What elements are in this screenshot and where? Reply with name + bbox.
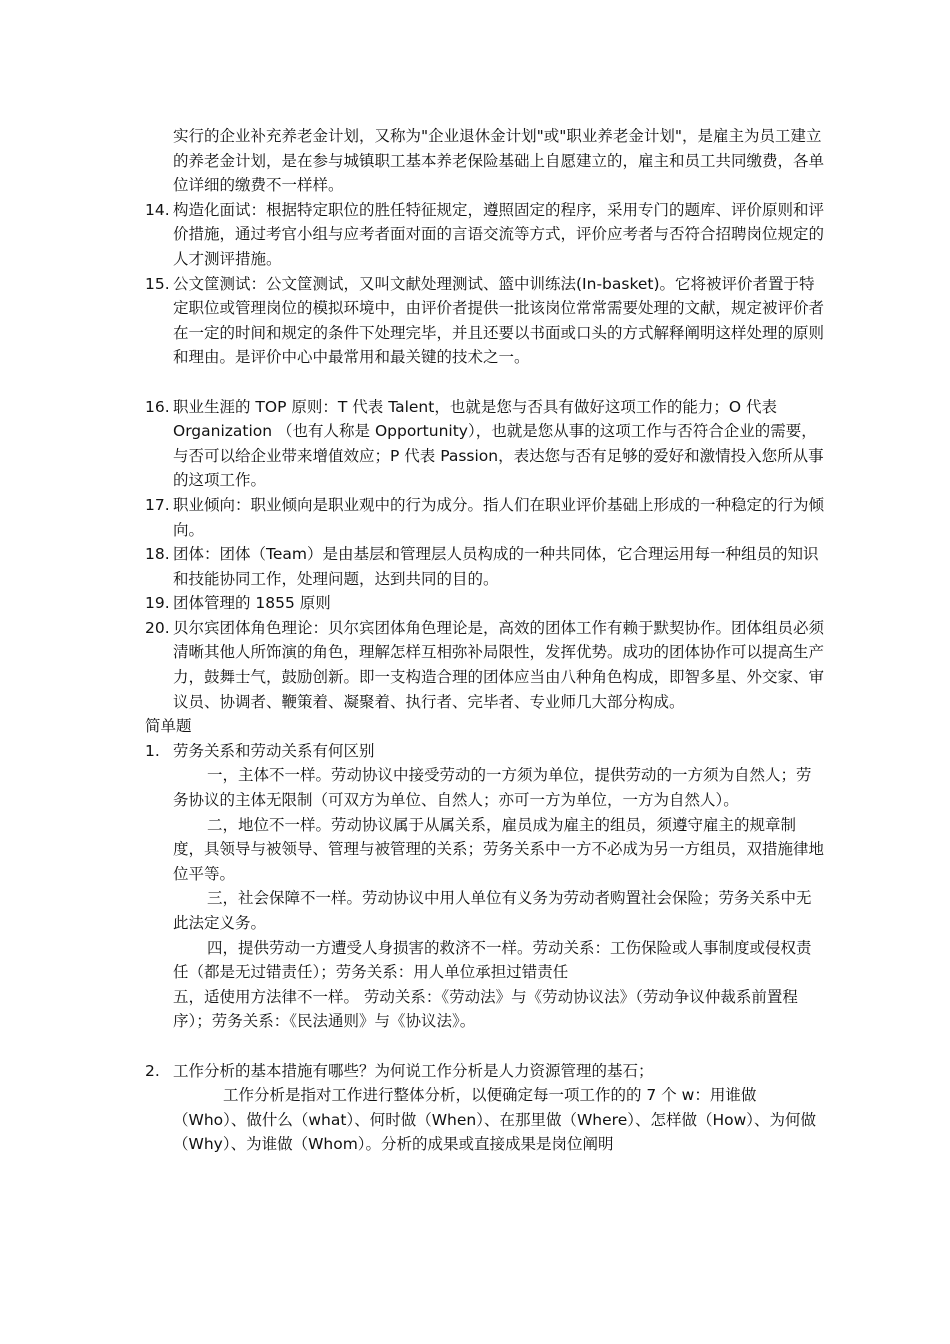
blank-line (145, 1034, 825, 1059)
list-item-15 (145, 272, 825, 370)
answer-paragraph: 一，主体不一样。劳动协议中接受劳动的一方须为单位，提供劳动的一方须为自然人；劳务协议的主体无限制（可双方为单位、自然人；亦可一方为单位，一方为自然人）。 (173, 766, 812, 810)
question-2 (145, 1059, 825, 1084)
list-text: 团体：团体（Team）是由基层和管理层人员构成的一种共同体，它合理运用每一种组员的知识和技能协同工作，处理问题，达到共同的目的。 (173, 545, 819, 588)
list-number: 18. (145, 545, 170, 564)
answer-paragraph: 工作分析是指对工作进行整体分析，以便确定每一项工作的的 7 个 w：用谁做（Who）、做什么（what）、何时做（When）、在那里做（Where）、怎样做（How）、为何做（Why）、为谁做（Whom）。分析的成果或直接成果是岗位阐明 (173, 1086, 817, 1154)
list-number: 15. (145, 274, 170, 293)
list-item-16 (145, 395, 825, 493)
answer-paragraph: 四，提供劳动一方遭受人身损害的救济不一样。劳动关系：工伤保险或人事制度或侵权责任（都是无过错责任）；劳务关系：用人单位承担过错责任 (173, 938, 812, 982)
question-title: 工作分析的基本措施有哪些？为何说工作分析是人力资源管理的基石； (173, 1061, 654, 1080)
continuation-paragraph: 实行的企业补充养老金计划，又称为"企业退休金计划"或"职业养老金计划"，是雇主为员工建立的养老金计划，是在参与城镇职工基本养老保险基础上自愿建立的，雇主和员工共同缴费，各单位详细的缴费不一样样。 (173, 127, 825, 195)
list-number: 20. (145, 618, 170, 637)
list-text: 团体管理的 1855 原则 (173, 594, 331, 613)
question-title: 劳务关系和劳动关系有何区别 (173, 741, 375, 760)
answer-paragraph: 三，社会保障不一样。劳动协议中用人单位有义务为劳动者购置社会保险；劳务关系中无此法定义务。 (173, 889, 812, 932)
answer-paragraph: 二，地位不一样。劳动协议属于从属关系，雇员成为雇主的组员，须遵守雇主的规章制度，具领导与被领导、管理与被管理的关系；劳务关系中一方不必成为另一方组员，双措施律地位平等。 (173, 815, 825, 883)
question-1 (145, 739, 825, 764)
list-item-18 (145, 542, 825, 591)
list-item-17 (145, 493, 825, 542)
list-item-19 (145, 591, 825, 616)
list-text: 职业倾向：职业倾向是职业观中的行为成分。指人们在职业评价基础上形成的一种稳定的行为倾向。 (173, 495, 825, 539)
list-item-20 (145, 616, 825, 714)
list-number: 19. (145, 594, 170, 613)
question-number: 2. (145, 1061, 160, 1080)
document-body (145, 124, 825, 1157)
list-item-14 (145, 198, 825, 272)
list-number: 17. (145, 495, 170, 514)
list-text: 公文筐测试：公文筐测试，又叫文献处理测试、篮中训练法(In-basket)。它将被评价者置于特定职位或管理岗位的模拟环境中，由评价者提供一批该岗位常常需要处理的文献，规定被评价者在一定的时间和规定的条件下处理完毕，并且还要以书面或口头的方式解释阐明这样处理的原则和理由。是评价中心中最常用和最关键的技术之一。 (173, 274, 825, 367)
list-number: 14. (145, 200, 170, 219)
list-text: 职业生涯的 TOP 原则：T 代表 Talent，也就是您与否具有做好这项工作的能力；O 代表 Organization （也有人称是 Opportunity），也就是您从事的这项工作与否符合企业的需要，与否可以给企业带来增值效应；P 代表 Passion，表达您与否有足够的爱好和激情投入您所从事的这项工作。 (173, 397, 824, 490)
list-text: 构造化面试：根据特定职位的胜任特征规定，遵照固定的程序，采用专门的题库、评价原则和评价措施，通过考官小组与应考者面对面的言语交流等方式，评价应考者与否符合招聘岗位规定的人才测评措施。 (173, 200, 825, 268)
answer-paragraph: 五，适使用方法律不一样。 劳动关系：《劳动法》与《劳动协议法》（劳动争议仲裁系前置程序）；劳务关系：《民法通则》与《协议法》。 (173, 987, 798, 1031)
list-number: 16. (145, 397, 170, 416)
blank-line (145, 370, 825, 395)
section-heading: 简单题 (145, 717, 192, 736)
question-number: 1. (145, 741, 160, 760)
list-text: 贝尔宾团体角色理论：贝尔宾团体角色理论是，高效的团体工作有赖于默契协作。团体组员必须清晰其他人所饰演的角色，理解怎样互相弥补局限性，发挥优势。成功的团体协作可以提高生产力，鼓舞士气，鼓励创新。即一支构造合理的团体应当由八种角色构成，即智多星、外交家、审议员、协调者、鞭策着、凝聚着、执行者、完毕者、专业师几大部分构成。 (173, 618, 825, 711)
